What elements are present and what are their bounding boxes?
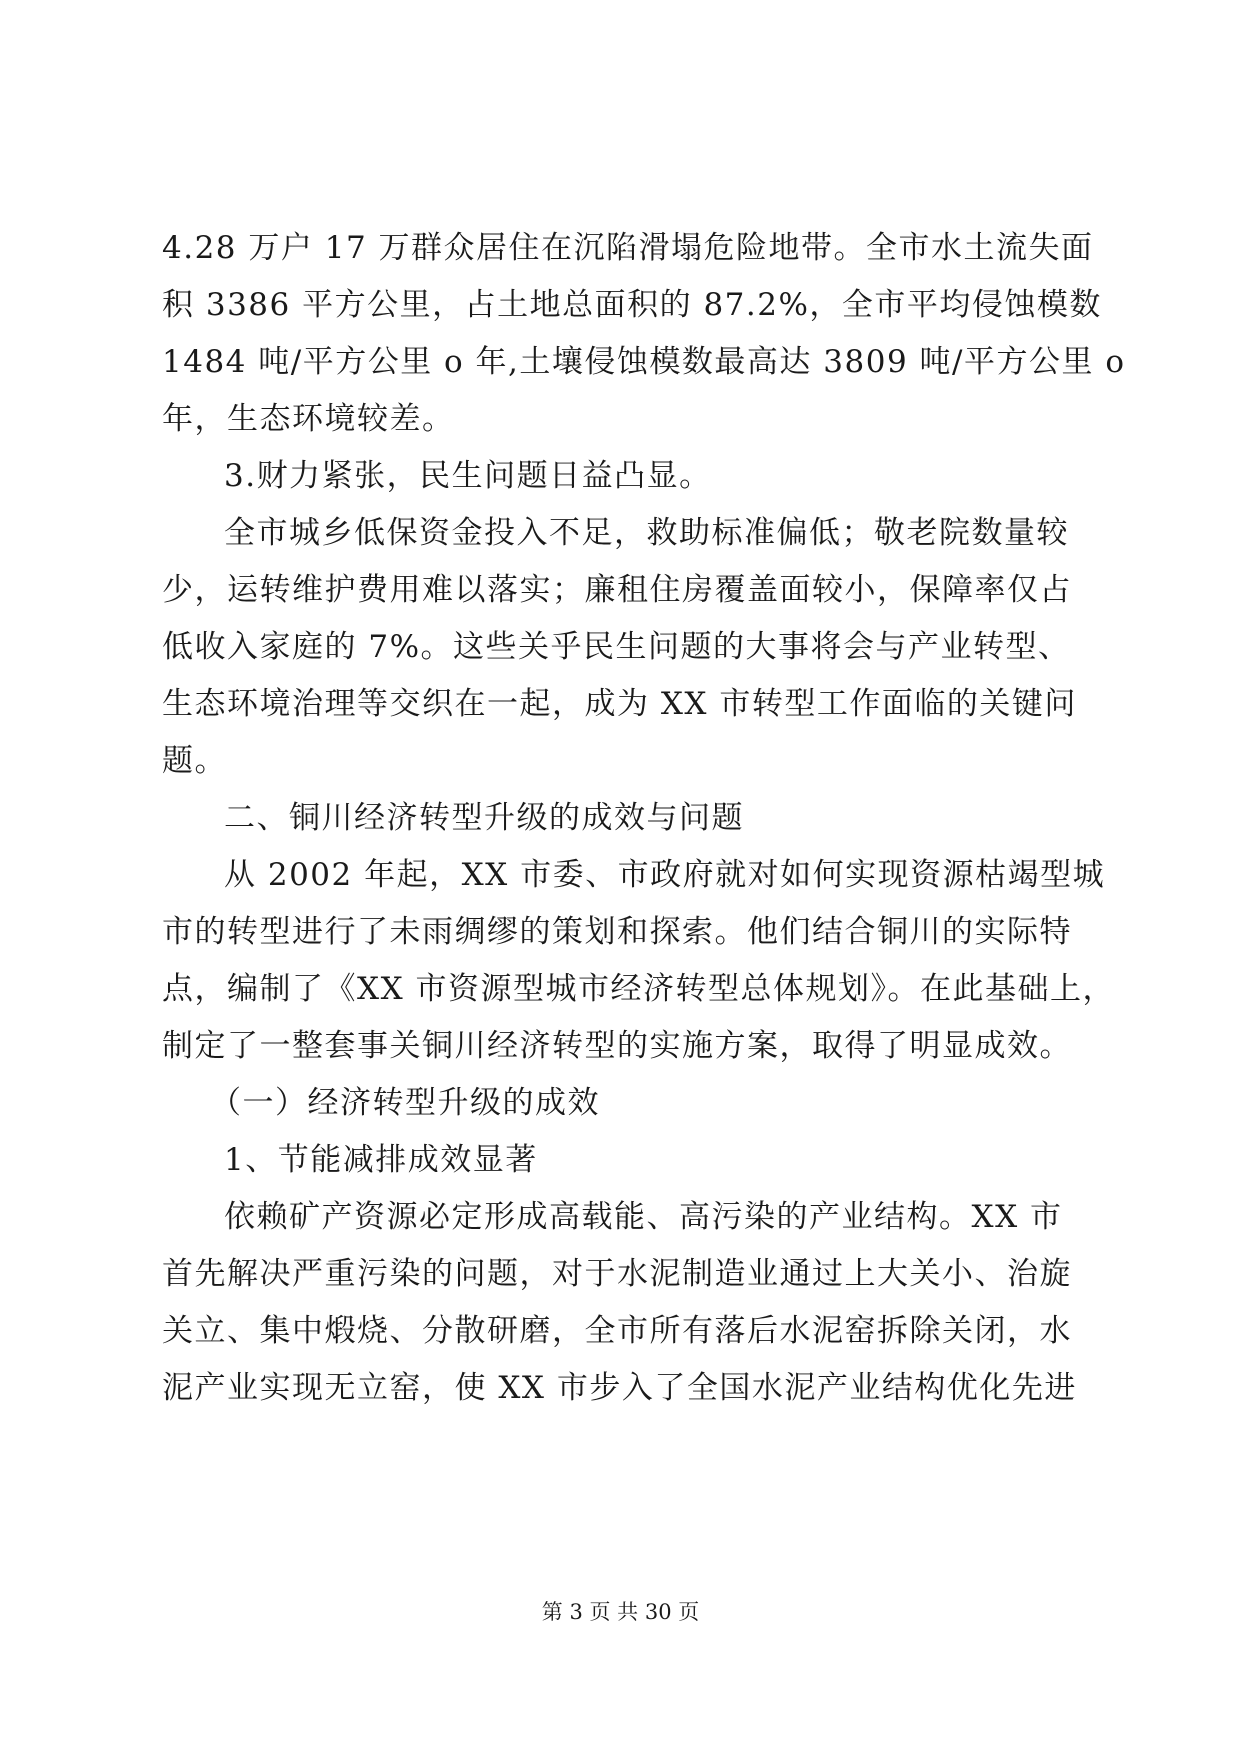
text-line: 市的转型进行了未雨绸缪的策划和探索。他们结合铜川的实际特 <box>162 914 1072 950</box>
text-line: 低收入家庭的 7%。这些关乎民生问题的大事将会与产业转型、 <box>162 629 1071 665</box>
text-line: 首先解决严重污染的问题，对于水泥制造业通过上大关小、治旋 <box>162 1256 1072 1292</box>
text-line: 依赖矿产资源必定形成高载能、高污染的产业结构。XX 市 <box>224 1199 1063 1235</box>
text-line: 4.28 万户 17 万群众居住在沉陷滑塌危险地带。全市水土流失面 <box>162 230 1094 266</box>
text-line: 制定了一整套事关铜川经济转型的实施方案，取得了明显成效。 <box>162 1028 1072 1064</box>
text-line: 1484 吨/平方公里 o 年,土壤侵蚀模数最高达 3809 吨/平方公里 o <box>162 344 1126 380</box>
text-line: 积 3386 平方公里，占土地总面积的 87.2%，全市平均侵蚀模数 <box>162 287 1102 323</box>
section-heading: 1、节能减排成效显著 <box>224 1142 538 1178</box>
text-line: 生态环境治理等交织在一起，成为 XX 市转型工作面临的关键问 <box>162 686 1077 722</box>
text-line: 全市城乡低保资金投入不足，救助标准偏低；敬老院数量较 <box>224 515 1069 551</box>
text-line: 泥产业实现无立窑，使 XX 市步入了全国水泥产业结构优化先进 <box>162 1370 1077 1406</box>
section-heading: 二、铜川经济转型升级的成效与问题 <box>224 800 744 836</box>
text-line: 少，运转维护费用难以落实；廉租住房覆盖面较小，保障率仅占 <box>162 572 1072 608</box>
section-heading: （一）经济转型升级的成效 <box>210 1085 600 1121</box>
text-line: 从 2002 年起，XX 市委、市政府就对如何实现资源枯竭型城 <box>224 857 1106 893</box>
page-number-footer: 第 3 页 共 30 页 <box>541 1600 700 1624</box>
section-heading: 3.财力紧张，民生问题日益凸显。 <box>224 458 712 494</box>
text-line: 年，生态环境较差。 <box>162 401 455 437</box>
text-line: 题。 <box>162 743 227 779</box>
text-line: 点，编制了《XX 市资源型城市经济转型总体规划》。在此基础上， <box>162 971 1115 1007</box>
text-line: 关立、集中煅烧、分散研磨，全市所有落后水泥窑拆除关闭，水 <box>162 1313 1072 1349</box>
